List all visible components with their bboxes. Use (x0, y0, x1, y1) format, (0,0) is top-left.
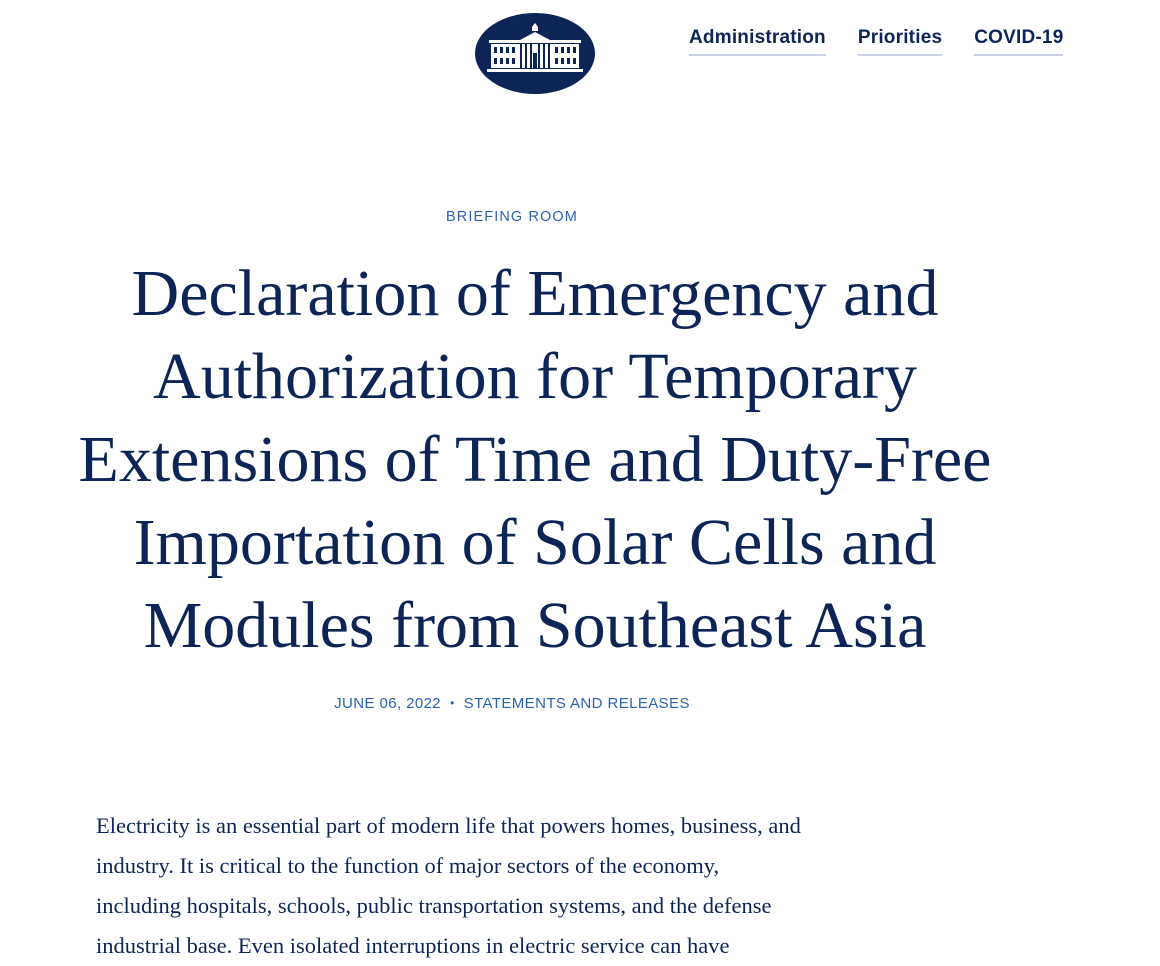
nav-administration[interactable]: Administration (689, 27, 826, 56)
title-line: Importation of Solar Cells and (133, 506, 937, 579)
main-nav (689, 27, 1063, 56)
body-line: including hospitals, schools, public transportation systems, and the defense (96, 893, 772, 918)
title-line: Authorization for Temporary (153, 340, 917, 413)
publish-date: JUNE 06, 2022 (334, 695, 442, 712)
body-line: Electricity is an essential part of modern life that powers homes, business, and (96, 813, 801, 838)
title-line: Extensions of Time and Duty-Free (78, 423, 992, 496)
article-body (96, 806, 996, 966)
category-link[interactable]: BRIEFING ROOM (446, 209, 578, 225)
article-meta (0, 695, 1024, 712)
page-title (0, 252, 1160, 667)
white-house-icon (475, 13, 595, 94)
white-house-logo[interactable] (475, 13, 595, 94)
body-line: industry. It is critical to the function of major sectors of the economy, (96, 853, 720, 878)
nav-covid-19[interactable]: COVID-19 (974, 27, 1063, 56)
title-line: Modules from Southeast Asia (143, 589, 927, 662)
section-link[interactable]: STATEMENTS AND RELEASES (463, 695, 690, 712)
title-line: Declaration of Emergency and (131, 257, 939, 330)
meta-separator: • (450, 696, 455, 710)
body-line: industrial base. Even isolated interruptions in electric service can have (96, 933, 730, 958)
nav-priorities[interactable]: Priorities (858, 27, 942, 56)
